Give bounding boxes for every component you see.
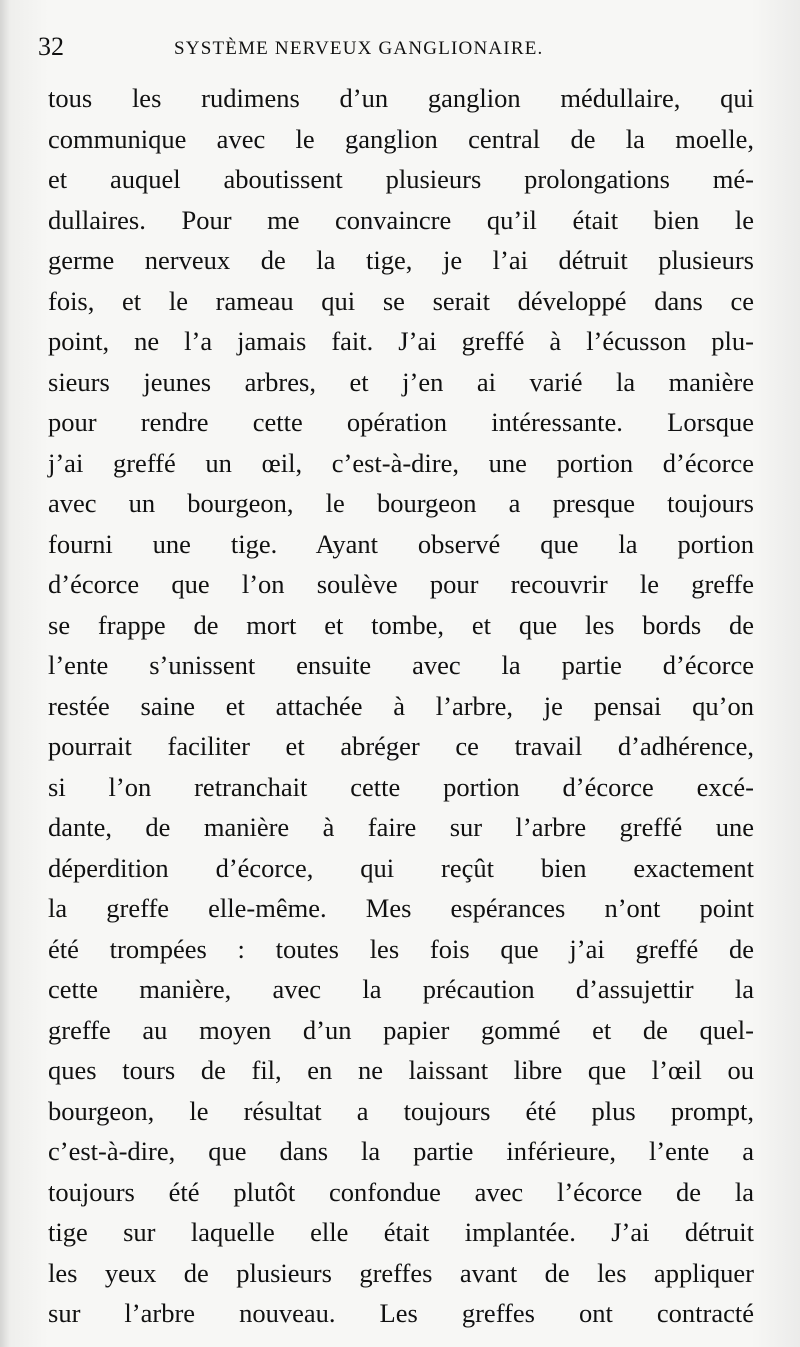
text-line: j’ai greffé un œil, c’est-à-dire, une portion d’écorce [48, 447, 754, 478]
text-line: avec un bourgeon, le bourgeon a presque toujours [48, 488, 754, 518]
running-title: SYSTÈME NERVEUX GANGLIONAIRE. [174, 38, 544, 59]
text-line: la greffe elle-même. Mes espérances n’ont point [48, 893, 754, 923]
text-line: point, ne l’a jamais fait. J’ai greffé à l’écusson plu- [48, 326, 754, 356]
text-line: si l’on retranchait cette portion d’écorce excé- [48, 771, 754, 802]
page-gutter-shadow [0, 0, 10, 1347]
text-line: restée saine et attachée à l’arbre, je pensai qu’on [48, 690, 754, 721]
page-number: 32 [38, 32, 64, 61]
text-line: sieurs jeunes arbres, et j’en ai varié la manière [48, 366, 754, 397]
text-line: pour rendre cette opération intéressante. Lorsque [48, 407, 754, 437]
text-line: dante, de manière à faire sur l’arbre greffé une [48, 812, 754, 842]
text-line: déperdition d’écorce, qui reçût bien exactement [48, 852, 754, 883]
text-line: d’écorce que l’on soulève pour recouvrir le greffe [48, 569, 754, 599]
text-line: se frappe de mort et tombe, et que les bords de [48, 609, 754, 640]
text-line: c’est-à-dire, que dans la partie inférieure, l’ente a [48, 1136, 754, 1166]
text-line: ques tours de fil, en ne laissant libre que l’œil ou [48, 1055, 754, 1085]
text-line: sur l’arbre nouveau. Les greffes ont contracté [48, 1298, 754, 1328]
text-line: cette manière, avec la précaution d’assujettir la [48, 974, 754, 1004]
text-line: bourgeon, le résultat a toujours été plus prompt, [48, 1095, 754, 1126]
text-line: dullaires. Pour me convaincre qu’il était bien le [48, 204, 754, 235]
body-text [48, 78, 754, 1334]
text-line: toujours été plutôt confondue avec l’écorce de la [48, 1176, 754, 1207]
text-line: et auquel aboutissent plusieurs prolongations mé- [48, 164, 754, 194]
text-line: fois, et le rameau qui se serait développé dans ce [48, 285, 754, 316]
text-line: tous les rudimens d’un ganglion médullaire, qui [48, 83, 754, 113]
text-line: pourrait faciliter et abréger ce travail d’adhérence, [48, 731, 754, 761]
text-line: greffe au moyen d’un papier gommé et de quel- [48, 1014, 754, 1045]
text-line: l’ente s’unissent ensuite avec la partie d’écorce [48, 650, 754, 680]
text-line: été trompées : toutes les fois que j’ai greffé de [48, 933, 754, 964]
page-header [38, 32, 758, 72]
text-line: germe nerveux de la tige, je l’ai détruit plusieurs [48, 245, 754, 275]
text-line: fourni une tige. Ayant observé que la portion [48, 528, 754, 559]
text-line: les yeux de plusieurs greffes avant de les appliquer [48, 1257, 754, 1288]
text-line: tige sur laquelle elle était implantée. J’ai détruit [48, 1217, 754, 1247]
text-line: communique avec le ganglion central de la moelle, [48, 123, 754, 154]
